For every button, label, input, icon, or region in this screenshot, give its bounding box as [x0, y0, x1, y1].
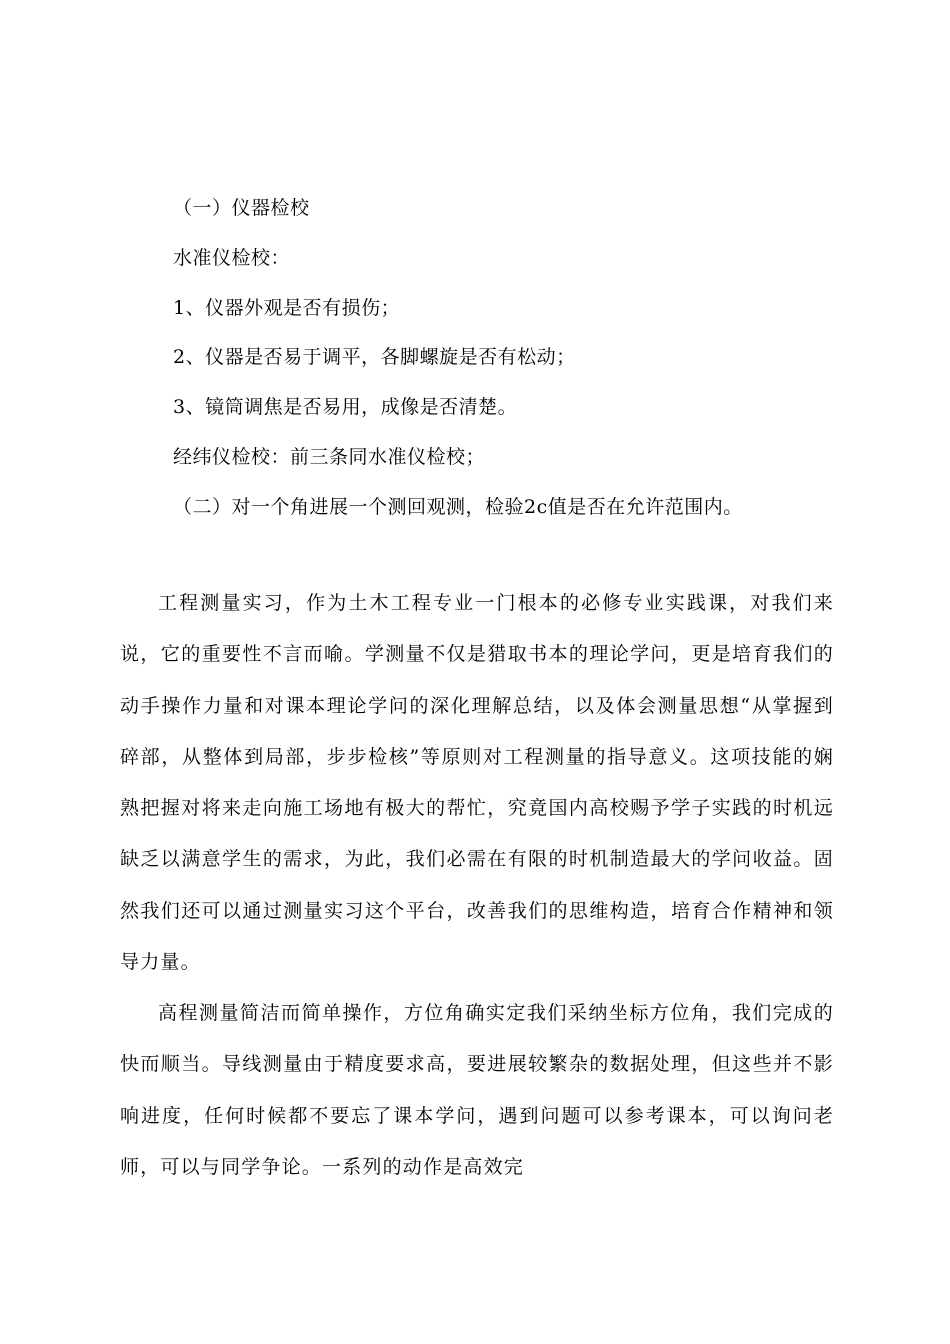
body-paragraph-2: 高程测量简洁而简单操作，方位角确实定我们采纳坐标方位角，我们完成的快而顺当。导线测量由于精度要求高，要进展较繁杂的数据处理，但这些并不影响进度，任何时候都不要忘了课本学问，遇到问题可以参考课本，可以询问老师，可以与同学争论。一系列的动作是高效完: [120, 1002, 834, 1178]
theodolite-check-line: 经纬仪检校：前三条同水准仪检校；: [173, 446, 486, 468]
check-item-3: 3、镜筒调焦是否易用，成像是否清楚。: [173, 396, 518, 418]
check-item-1: 1、仪器外观是否有损伤；: [173, 297, 401, 319]
section-heading-angle-observation: （二）对一个角进展一个测回观测，检验2c值是否在允许范围内。: [173, 496, 743, 518]
check-item-2: 2、仪器是否易于调平，各脚螺旋是否有松动；: [173, 346, 576, 368]
section-heading-instrument-check: （一）仪器检校: [173, 197, 310, 219]
body-paragraph-1: 工程测量实习，作为土木工程专业一门根本的必修专业实践课，对我们来说，它的重要性不言而喻。学测量不仅是猎取书本的理论学问，更是培育我们的动手操作力量和对课本理论学问的深化理解总结，以及体会测量思想“从掌握到碎部，从整体到局部，步步检核”等原则对工程测量的指导意义。这项技能的娴熟把握对将来走向施工场地有极大的帮忙，究竟国内高校赐予学子实践的时机远缺乏以满意学生的需求，为此，我们必需在有限的时机制造最大的学问收益。固然我们还可以通过测量实习这个平台，改善我们的思维构造，培育合作精神和领导力量。: [120, 592, 834, 974]
level-check-title: 水准仪检校：: [173, 247, 291, 269]
